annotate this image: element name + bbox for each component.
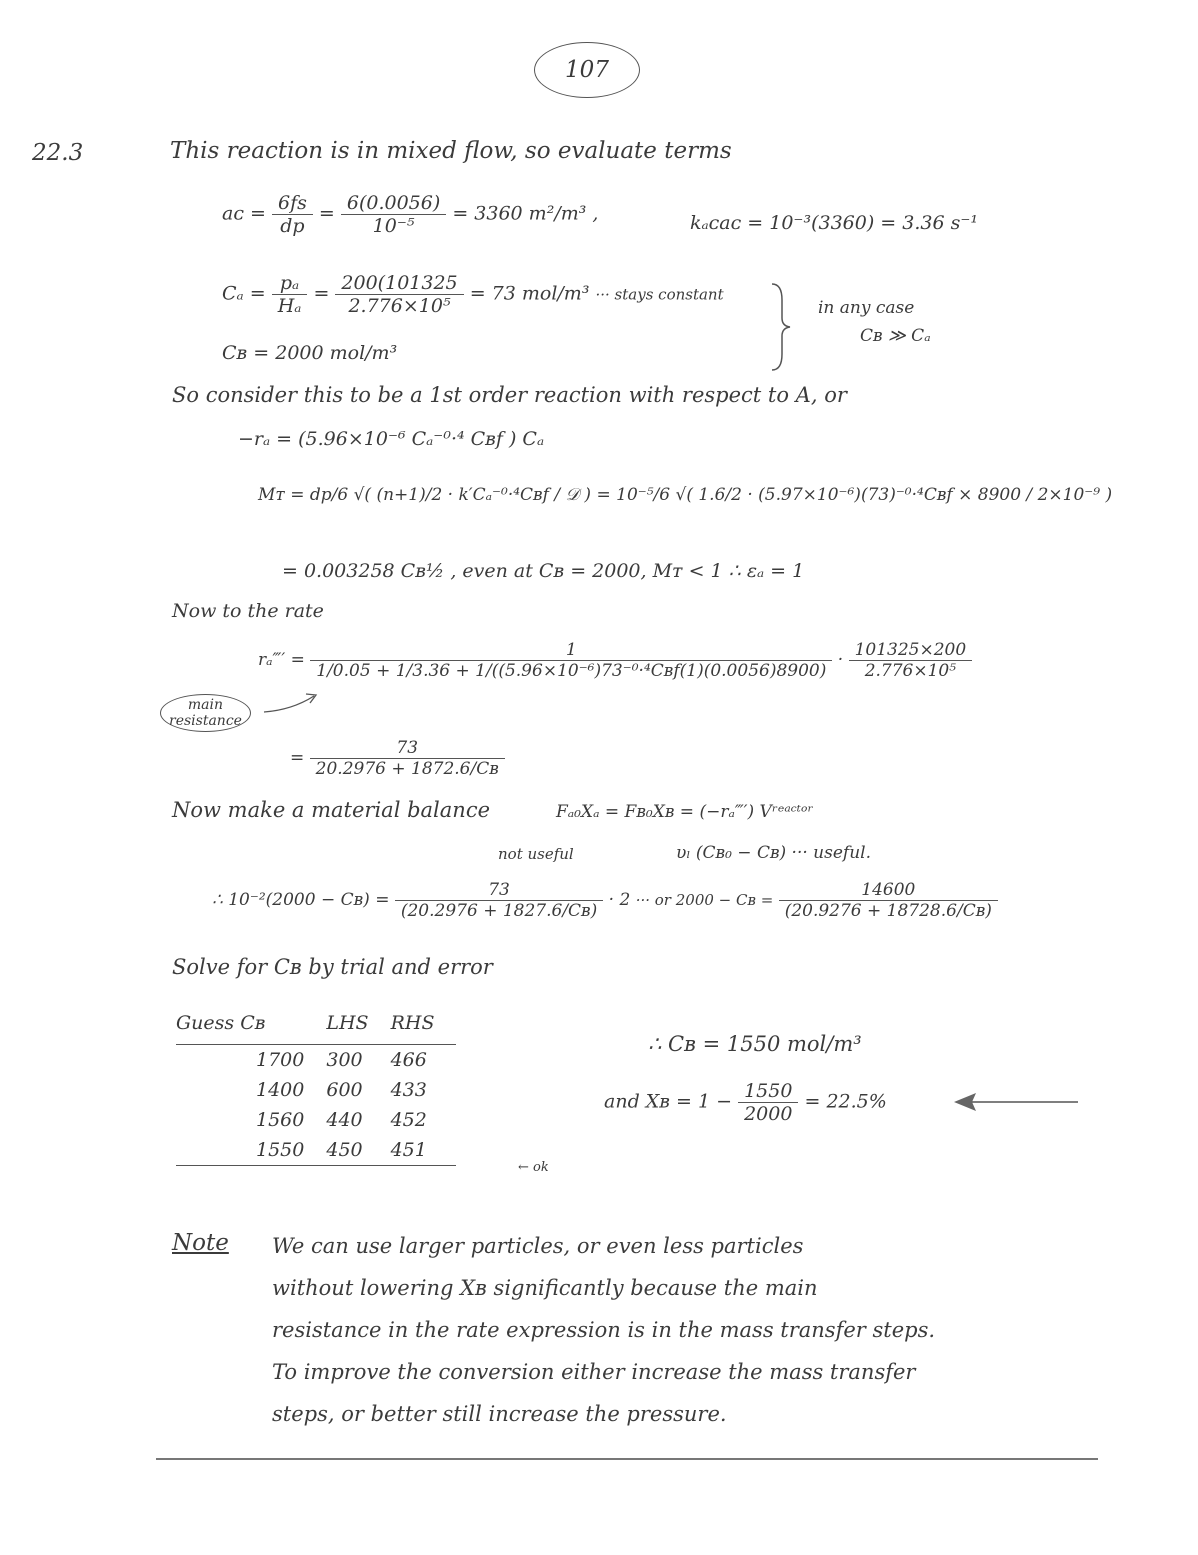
problem-number: 22.3 [32,140,84,166]
solve-or: ··· or 2000 − Cʙ = [635,891,774,909]
main-resistance-line2: resistance [169,713,242,729]
cell-rhs: 433 [390,1079,427,1101]
solve-text: Solve for Cʙ by trial and error [172,955,493,979]
solve-frac [395,880,603,921]
trial-header-row [176,1008,456,1045]
ca-frac1 [272,272,308,317]
rate-num: 1 [310,640,832,661]
ca-frac1-num: pₐ [272,272,308,295]
solve-den: (20.2976 + 1827.6/Cʙ) [400,901,598,921]
simplified-lhs: = [290,748,305,768]
note-line-3: resistance in the rate expression is in the mass transfer steps. [272,1318,936,1342]
ac-lhs: aᴄ = [222,202,266,225]
main-resistance-line1: main [187,697,224,713]
cell-guess: 1400 [256,1079,305,1101]
simplified-rate [290,738,505,779]
cell-guess: 1550 [176,1135,326,1166]
simplified-den: 20.2976 + 1872.6/Cʙ [315,759,499,779]
xb-pre: and Xʙ = 1 − [604,1090,733,1113]
ca-result: = 73 mol/m³ [469,282,590,305]
table-row [176,1105,456,1135]
ac-frac1 [272,192,313,237]
cell-lhs: 450 [326,1135,390,1166]
cell-lhs: 600 [326,1079,363,1101]
rate-lhs: rₐ‴′ = [258,650,305,670]
answer-arrow-icon [950,1090,1080,1114]
rate-den: 1/0.05 + 1/3.36 + 1/((5.96×10⁻⁶)73⁻⁰·⁴Cʙf(1)(0.0056)8900) [316,661,827,681]
ac-frac1-num: 6fs [272,192,313,215]
rate-factor-den: 2.776×10⁵ [864,661,957,681]
ca-frac2-den: 2.776×10⁵ [348,295,451,317]
solve-lhs: ∴ 10⁻²(2000 − Cʙ) = [212,890,390,910]
trial-table [176,1008,456,1166]
thiele-sym-pre: dp/6 [309,485,349,505]
solve-num2: 14600 [779,880,998,901]
xb-den: 2000 [744,1103,793,1125]
note-line-5: steps, or better still increase the pressure. [272,1402,727,1426]
arrow-icon [262,690,322,720]
xb-post: = 22.5% [804,1090,887,1113]
simplified-num: 73 [310,738,505,759]
header-guess: Guess Cʙ [176,1008,326,1045]
ca-frac2-num: 200(101325 [335,272,463,295]
cell-lhs: 300 [326,1049,363,1071]
xb-frac [738,1080,798,1125]
rate-factor-num: 101325×200 [849,640,973,661]
table-row [176,1045,456,1076]
solve-equation [212,880,998,921]
cell-rhs: 452 [390,1109,427,1131]
rate-expression: −rₐ = (5.96×10⁻⁶ Cₐ⁻⁰·⁴ Cʙf ) Cₐ [238,428,545,450]
main-resistance-label [160,694,251,732]
ac-frac2-den: 10⁻⁵ [372,215,415,237]
simplified-frac [310,738,505,779]
solve-frac2 [779,880,998,921]
thiele-result: = 0.003258 Cʙ½ , even at Cʙ = 2000, Mᴛ < 1 ∴ εₐ = 1 [282,560,805,582]
balance-text: Now make a material balance [172,798,491,822]
ca-note: ··· stays constant [595,285,724,304]
cb-result: ∴ Cʙ = 1550 mol/m³ [648,1032,862,1056]
rate-frac [310,640,832,681]
header-lhs: LHS [326,1008,390,1045]
thiele-lhs: Mᴛ = [258,485,305,505]
thiele-sym-root: √( (n+1)/2 · k′Cₐ⁻⁰·⁴Cʙf / 𝒟 ) [353,485,592,505]
xb-num: 1550 [738,1080,798,1103]
consider-text: So consider this to be a 1st order reaction with respect to A, or [172,383,847,407]
ca-frac2 [335,272,463,317]
thiele-num-root: √( 1.6/2 · (5.97×10⁻⁶)(73)⁻⁰·⁴Cʙf × 8900 / 2×10⁻⁹ ) [675,485,1113,505]
table-row [176,1075,456,1105]
rate-equation: rₐ‴′ = $\frac{1}{\text{1/0.05 + 1/3.36 + 1/((5.96×10⁻⁶)73⁻⁰·⁴Cʙf(1)(0.0056)8900)}}$ · $\frac{101325\times 200}{\text{2.776×10⁵}}$ [258,640,972,681]
ac-equation: aᴄ = $\frac{6fs}{dp}$ = $\frac{6(0.0056)}{\text{10⁻⁵}}$ = 3360 m²/m³ , [222,192,599,237]
note-line-1: We can use larger particles, or even less particles [272,1234,804,1258]
cell-guess: 1700 [256,1049,305,1071]
thiele-num-pre: 10⁻⁵/6 [616,485,671,505]
ac-frac2-num: 6(0.0056) [341,192,446,215]
brace-note-2: Cʙ ≫ Cₐ [860,326,931,346]
thiele-equation [258,485,1112,505]
header-rhs: RHS [391,1008,457,1045]
ca-equation: Cₐ = $\frac{\text{pₐ}}{\text{Hₐ}}$ = $\frac{200(101325}{\text{2.776×10⁵}}$ = 73 mol/m³ ··· stays constant [222,272,724,317]
brace-note-1: in any case [818,298,915,318]
cell-rhs: 451 [391,1135,457,1166]
note-label: Note [172,1230,229,1256]
ac-frac2 [341,192,446,237]
balance-equation: Fₐ₀Xₐ = Fʙ₀Xʙ = (−rₐ‴′) Vʳᵉᵃᶜᵗᵒʳ [556,802,814,822]
solve-den2: (20.9276 + 18728.6/Cʙ) [784,901,992,921]
page-number: 107 [534,42,640,98]
cb-value: Cʙ = 2000 mol/m³ [222,342,398,364]
brace-icon [768,282,792,372]
thiele-eq: = [596,485,611,505]
ac-result: = 3360 m²/m³ , [452,202,599,225]
intro-text: This reaction is in mixed flow, so evaluate terms [170,138,732,164]
ac-frac1-den: dp [280,215,305,237]
xb-result [604,1080,887,1125]
not-useful-label: not useful [498,845,574,863]
rate-factor [849,640,973,681]
solve-times: · 2 [608,890,631,910]
ok-marker: ← ok [518,1160,549,1175]
ca-frac1-den: Hₐ [277,295,302,317]
bottom-divider [156,1458,1098,1460]
kac-equation: kₐᴄaᴄ = 10⁻³(3360) = 3.36 s⁻¹ [690,212,978,234]
solve-num: 73 [395,880,603,901]
cell-guess: 1560 [256,1109,305,1131]
cell-lhs: 440 [326,1109,363,1131]
note-line-2: without lowering Xʙ significantly because the main [272,1276,818,1300]
now-rate-text: Now to the rate [172,600,324,622]
ca-lhs: Cₐ = [222,282,266,305]
table-row [176,1135,456,1166]
note-line-4: To improve the conversion either increase the mass transfer [272,1360,916,1384]
useful-label: υₗ (Cʙ₀ − Cʙ) ··· useful. [676,843,871,863]
cell-rhs: 466 [390,1049,427,1071]
